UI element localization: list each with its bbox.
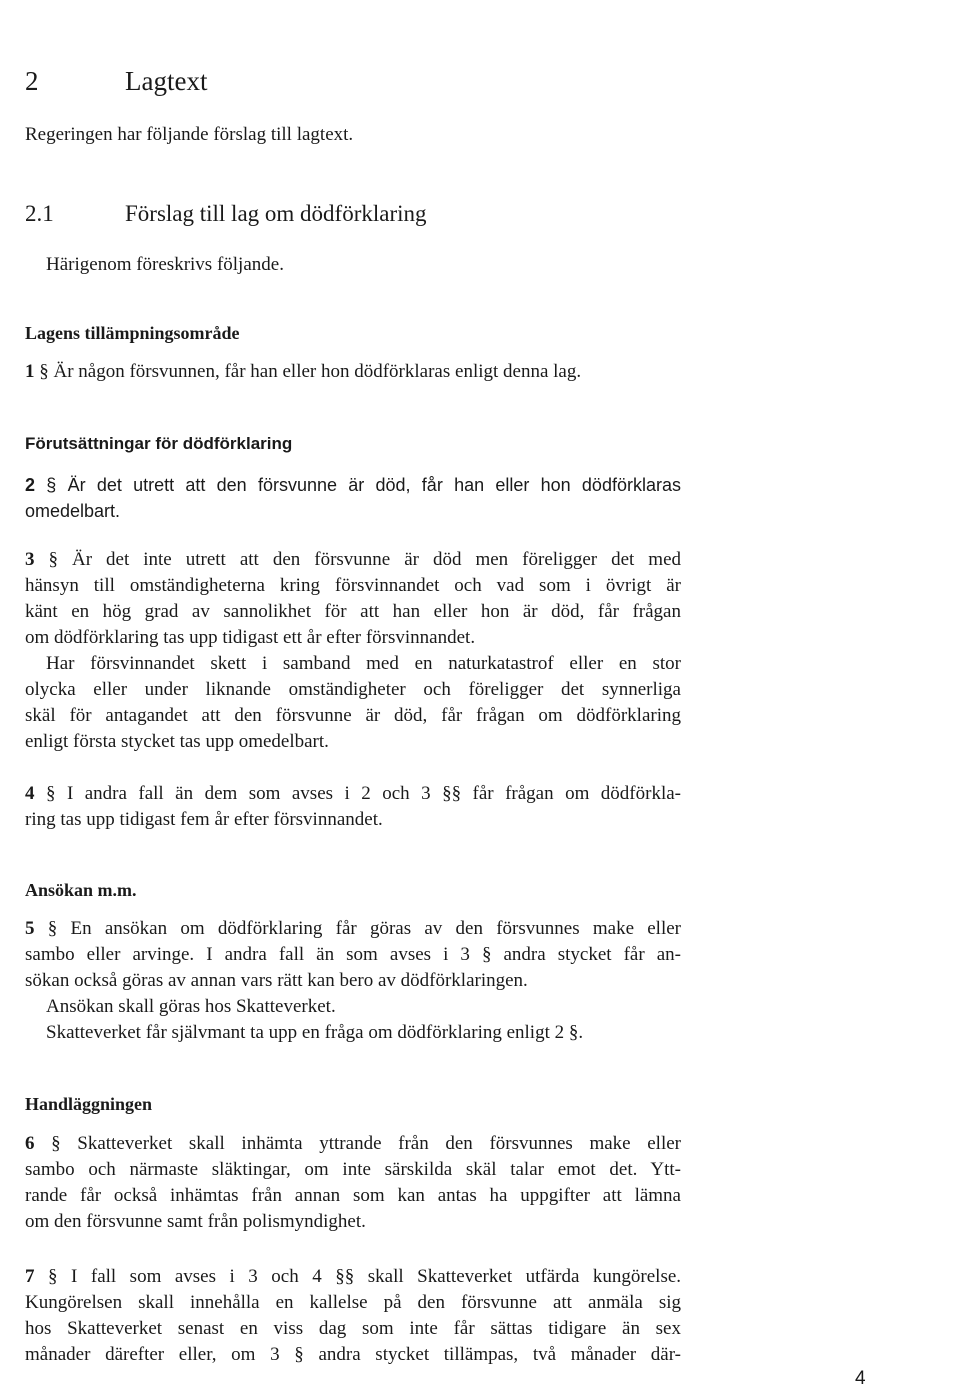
section-sign: § — [51, 1133, 61, 1154]
paragraph-2 — [25, 472, 681, 524]
heading-application: Ansökan m.m. — [25, 880, 137, 900]
paragraph-line — [25, 547, 681, 573]
paragraph-text: En ansökan om dödförklaring får göras av den försvunnes make eller — [70, 918, 681, 939]
paragraph-line: omedelbart. — [25, 501, 121, 521]
chapter-number: 2 — [25, 66, 39, 96]
paragraph-line: Har försvinnandet skett i samband med en naturkatastrof eller en stor — [46, 653, 681, 674]
paragraph-line — [25, 781, 681, 807]
paragraph-line: Ansökan skall göras hos Skatteverket. — [46, 996, 336, 1017]
paragraph-text: I fall som avses i 3 och 4 §§ skall Skatteverket utfärda kungörelse. — [71, 1266, 682, 1287]
paragraph-number: 4 — [25, 783, 35, 804]
heading-procedure: Handläggningen — [25, 1094, 153, 1114]
paragraph-line: om den försvunne samt från polismyndighet. — [25, 1211, 366, 1232]
paragraph-text: Är det inte utrett att den försvunne är död men föreligger det med — [72, 549, 682, 570]
paragraph-line: sambo eller arvinge. I andra fall än som avses i 3 § andra stycket får an- — [25, 944, 681, 965]
paragraph-text: Är det utrett att den försvunne är död, får han eller hon dödförklaras — [67, 475, 681, 495]
paragraph-line: hänsyn till omständigheterna kring försvinnandet och vad som i övrigt är — [25, 575, 681, 596]
heading-scope: Lagens tillämpningsområde — [25, 323, 240, 343]
paragraph-text: Skatteverket skall inhämta yttrande från den försvunnes make eller — [77, 1133, 681, 1154]
paragraph-number: 2 — [25, 475, 36, 495]
paragraph-line: Skatteverket får självmant ta upp en fråga om dödförklaring enligt 2 §. — [46, 1022, 584, 1043]
paragraph-line: känt en hög grad av sannolikhet för att han eller hon är död, får frågan — [25, 601, 681, 622]
section-sign: § — [48, 1266, 58, 1287]
paragraph-line: olycka eller under liknande omständigheter och föreligger det synnerliga — [25, 679, 681, 700]
paragraph-1 — [25, 361, 581, 383]
heading-conditions: Förutsättningar för dödförklaring — [25, 434, 293, 453]
paragraph-line — [25, 1131, 681, 1157]
paragraph-line: månader därefter eller, om 3 § andra stycket tillämpas, två månader där- — [25, 1344, 681, 1365]
paragraph-line — [25, 1264, 681, 1290]
section-sign: § — [39, 361, 49, 382]
section-sign: § — [48, 549, 58, 570]
paragraph-7 — [25, 1264, 681, 1368]
section-number: 2.1 — [25, 201, 54, 226]
section-sign: § — [47, 918, 58, 939]
paragraph-line: sökan också göras av annan vars rätt kan bero av dödförklaringen. — [25, 970, 528, 991]
paragraph-3 — [25, 547, 681, 755]
paragraph-line: ring tas upp tidigast fem år efter försvinnandet. — [25, 809, 383, 830]
paragraph-line — [25, 916, 681, 942]
intro-text: Regeringen har följande förslag till lagtext. — [25, 124, 354, 145]
paragraph-line: Kungörelsen skall innehålla en kallelse på den försvunne att anmäla sig — [25, 1292, 681, 1313]
section-sign: § — [46, 475, 57, 495]
paragraph-line — [25, 472, 681, 498]
page-number: 4 — [855, 1368, 866, 1389]
paragraph-number: 7 — [25, 1266, 35, 1287]
chapter-title: Lagtext — [125, 66, 208, 96]
paragraph-line: enligt första stycket tas upp omedelbart. — [25, 731, 329, 752]
paragraph-text: I andra fall än dem som avses i 2 och 3 §§ får frågan om dödförkla- — [66, 783, 682, 804]
paragraph-number: 6 — [25, 1133, 35, 1154]
paragraph-line: sambo och närmaste släktingar, om inte särskilda skäl talar emot det. Ytt- — [25, 1159, 681, 1180]
paragraph-number: 3 — [25, 549, 35, 570]
paragraph-line: hos Skatteverket senast en viss dag som inte får sättas tidigare än sex — [25, 1318, 681, 1339]
paragraph-number: 1 — [25, 361, 35, 382]
paragraph-4 — [25, 781, 681, 833]
paragraph-6 — [25, 1131, 681, 1235]
paragraph-number: 5 — [25, 918, 35, 939]
section-sign: § — [45, 783, 56, 804]
paragraph-5 — [25, 916, 681, 1046]
section-title: Förslag till lag om dödförklaring — [125, 201, 427, 226]
paragraph-line: rande får också inhämtas från annan som kan antas ha uppgifter att lämna — [25, 1185, 681, 1206]
preamble: Härigenom föreskrivs följande. — [46, 254, 284, 275]
paragraph-line: skäl för antagandet att den försvunne är död, får frågan om dödförklaring — [25, 705, 681, 726]
paragraph-text: Är någon försvunnen, får han eller hon dödförklaras enligt denna lag. — [53, 361, 582, 382]
paragraph-line: om dödförklaring tas upp tidigast ett år efter försvinnandet. — [25, 627, 476, 648]
